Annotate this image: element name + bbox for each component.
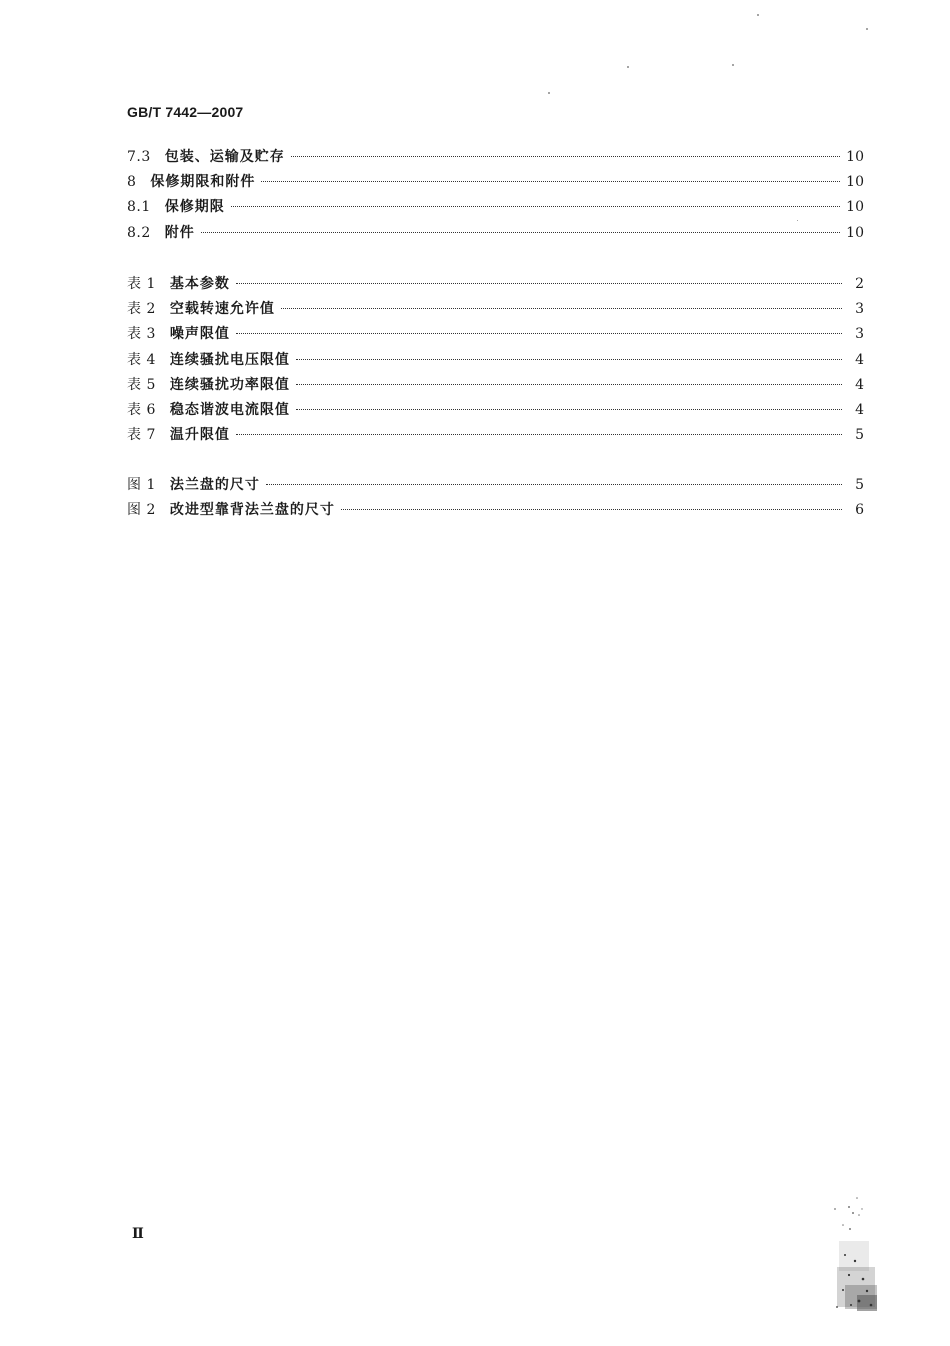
scan-speck	[627, 66, 629, 68]
toc-entry[interactable]	[127, 170, 864, 195]
toc-entry-number: 图 1	[127, 477, 156, 493]
toc-entry-title: 连续骚扰电压限值	[169, 351, 290, 368]
toc-entry[interactable]	[127, 423, 864, 448]
toc-entry-number: 8.2	[127, 224, 151, 241]
toc-entry-title: 保修期限和附件	[150, 174, 256, 191]
scan-speck	[548, 92, 550, 94]
toc-entry-title: 空载转速允许值	[169, 301, 275, 318]
dot-leader	[236, 434, 842, 435]
toc-entry-number: 表 4	[127, 351, 156, 368]
toc-entry-number: 8.1	[127, 199, 151, 216]
dot-leader	[296, 384, 842, 385]
dot-leader	[231, 206, 840, 207]
toc-entry-title: 噪声限值	[169, 326, 230, 343]
dot-leader	[266, 484, 842, 485]
toc-entry-page: 10	[846, 174, 864, 191]
dot-leader	[341, 509, 842, 510]
toc-entry-page: 3	[855, 301, 864, 318]
toc-entry-page: 6	[855, 502, 864, 519]
toc-entry[interactable]	[127, 297, 864, 322]
toc-entry-page: 5	[855, 427, 864, 444]
dot-leader	[201, 232, 840, 233]
dot-leader	[281, 308, 842, 309]
toc-entry-page: 4	[855, 401, 864, 418]
toc-entry-title: 法兰盘的尺寸	[169, 477, 260, 493]
dot-leader	[291, 156, 840, 157]
toc-entry-page: 10	[846, 149, 864, 165]
dot-leader	[296, 409, 842, 410]
toc-entry-page: 5	[855, 477, 864, 493]
toc-entry[interactable]	[127, 348, 864, 373]
dot-leader	[236, 333, 842, 334]
scan-speck	[797, 220, 798, 221]
scan-speck	[866, 28, 868, 30]
toc-sections	[127, 145, 864, 246]
toc-entry-number: 图 2	[127, 502, 156, 519]
toc-tables	[127, 272, 864, 448]
toc-figures	[127, 473, 864, 523]
toc-entry-page: 10	[846, 224, 864, 241]
standard-number-header: GB/T 7442—2007	[127, 104, 244, 120]
toc-entry[interactable]	[127, 473, 864, 498]
toc-entry-page: 4	[855, 351, 864, 368]
scan-noise-mark	[815, 1195, 880, 1315]
page-folio: Ⅱ	[132, 1226, 144, 1242]
toc-entry-page: 4	[855, 376, 864, 393]
toc-entry-number: 表 7	[127, 427, 156, 444]
toc-entry-number: 表 3	[127, 326, 156, 343]
toc-entry-title: 基本参数	[169, 276, 230, 292]
toc-entry-number: 7.3	[127, 149, 151, 165]
toc-entry-title: 改进型靠背法兰盘的尺寸	[169, 502, 335, 519]
toc-entry[interactable]	[127, 272, 864, 297]
dot-leader	[261, 181, 840, 182]
scan-speck	[732, 64, 734, 66]
toc-entry[interactable]	[127, 195, 864, 220]
toc-entry-title: 保修期限	[164, 199, 225, 216]
toc-entry-title: 温升限值	[169, 427, 230, 444]
dot-leader	[236, 283, 842, 284]
dot-leader	[296, 359, 842, 360]
toc-entry-page: 10	[846, 199, 864, 216]
toc-entry-number: 表 5	[127, 376, 156, 393]
toc-entry-page: 2	[855, 276, 864, 292]
toc-entry-number: 表 1	[127, 276, 156, 292]
toc-entry[interactable]	[127, 398, 864, 423]
scan-speck	[757, 14, 759, 16]
toc-entry-number: 表 6	[127, 401, 156, 418]
toc-entry-page: 3	[855, 326, 864, 343]
toc-entry[interactable]	[127, 498, 864, 523]
toc-entry-title: 稳态谐波电流限值	[169, 401, 290, 418]
toc-entry-title: 连续骚扰功率限值	[169, 376, 290, 393]
toc-entry[interactable]	[127, 322, 864, 347]
toc-entry[interactable]	[127, 145, 864, 170]
toc-entry[interactable]	[127, 221, 864, 246]
toc-entry-title: 附件	[164, 224, 195, 241]
toc-entry-title: 包装、运输及贮存	[164, 149, 285, 165]
toc-entry-number: 8	[127, 174, 137, 191]
toc-entry-number: 表 2	[127, 301, 156, 318]
toc-entry[interactable]	[127, 373, 864, 398]
